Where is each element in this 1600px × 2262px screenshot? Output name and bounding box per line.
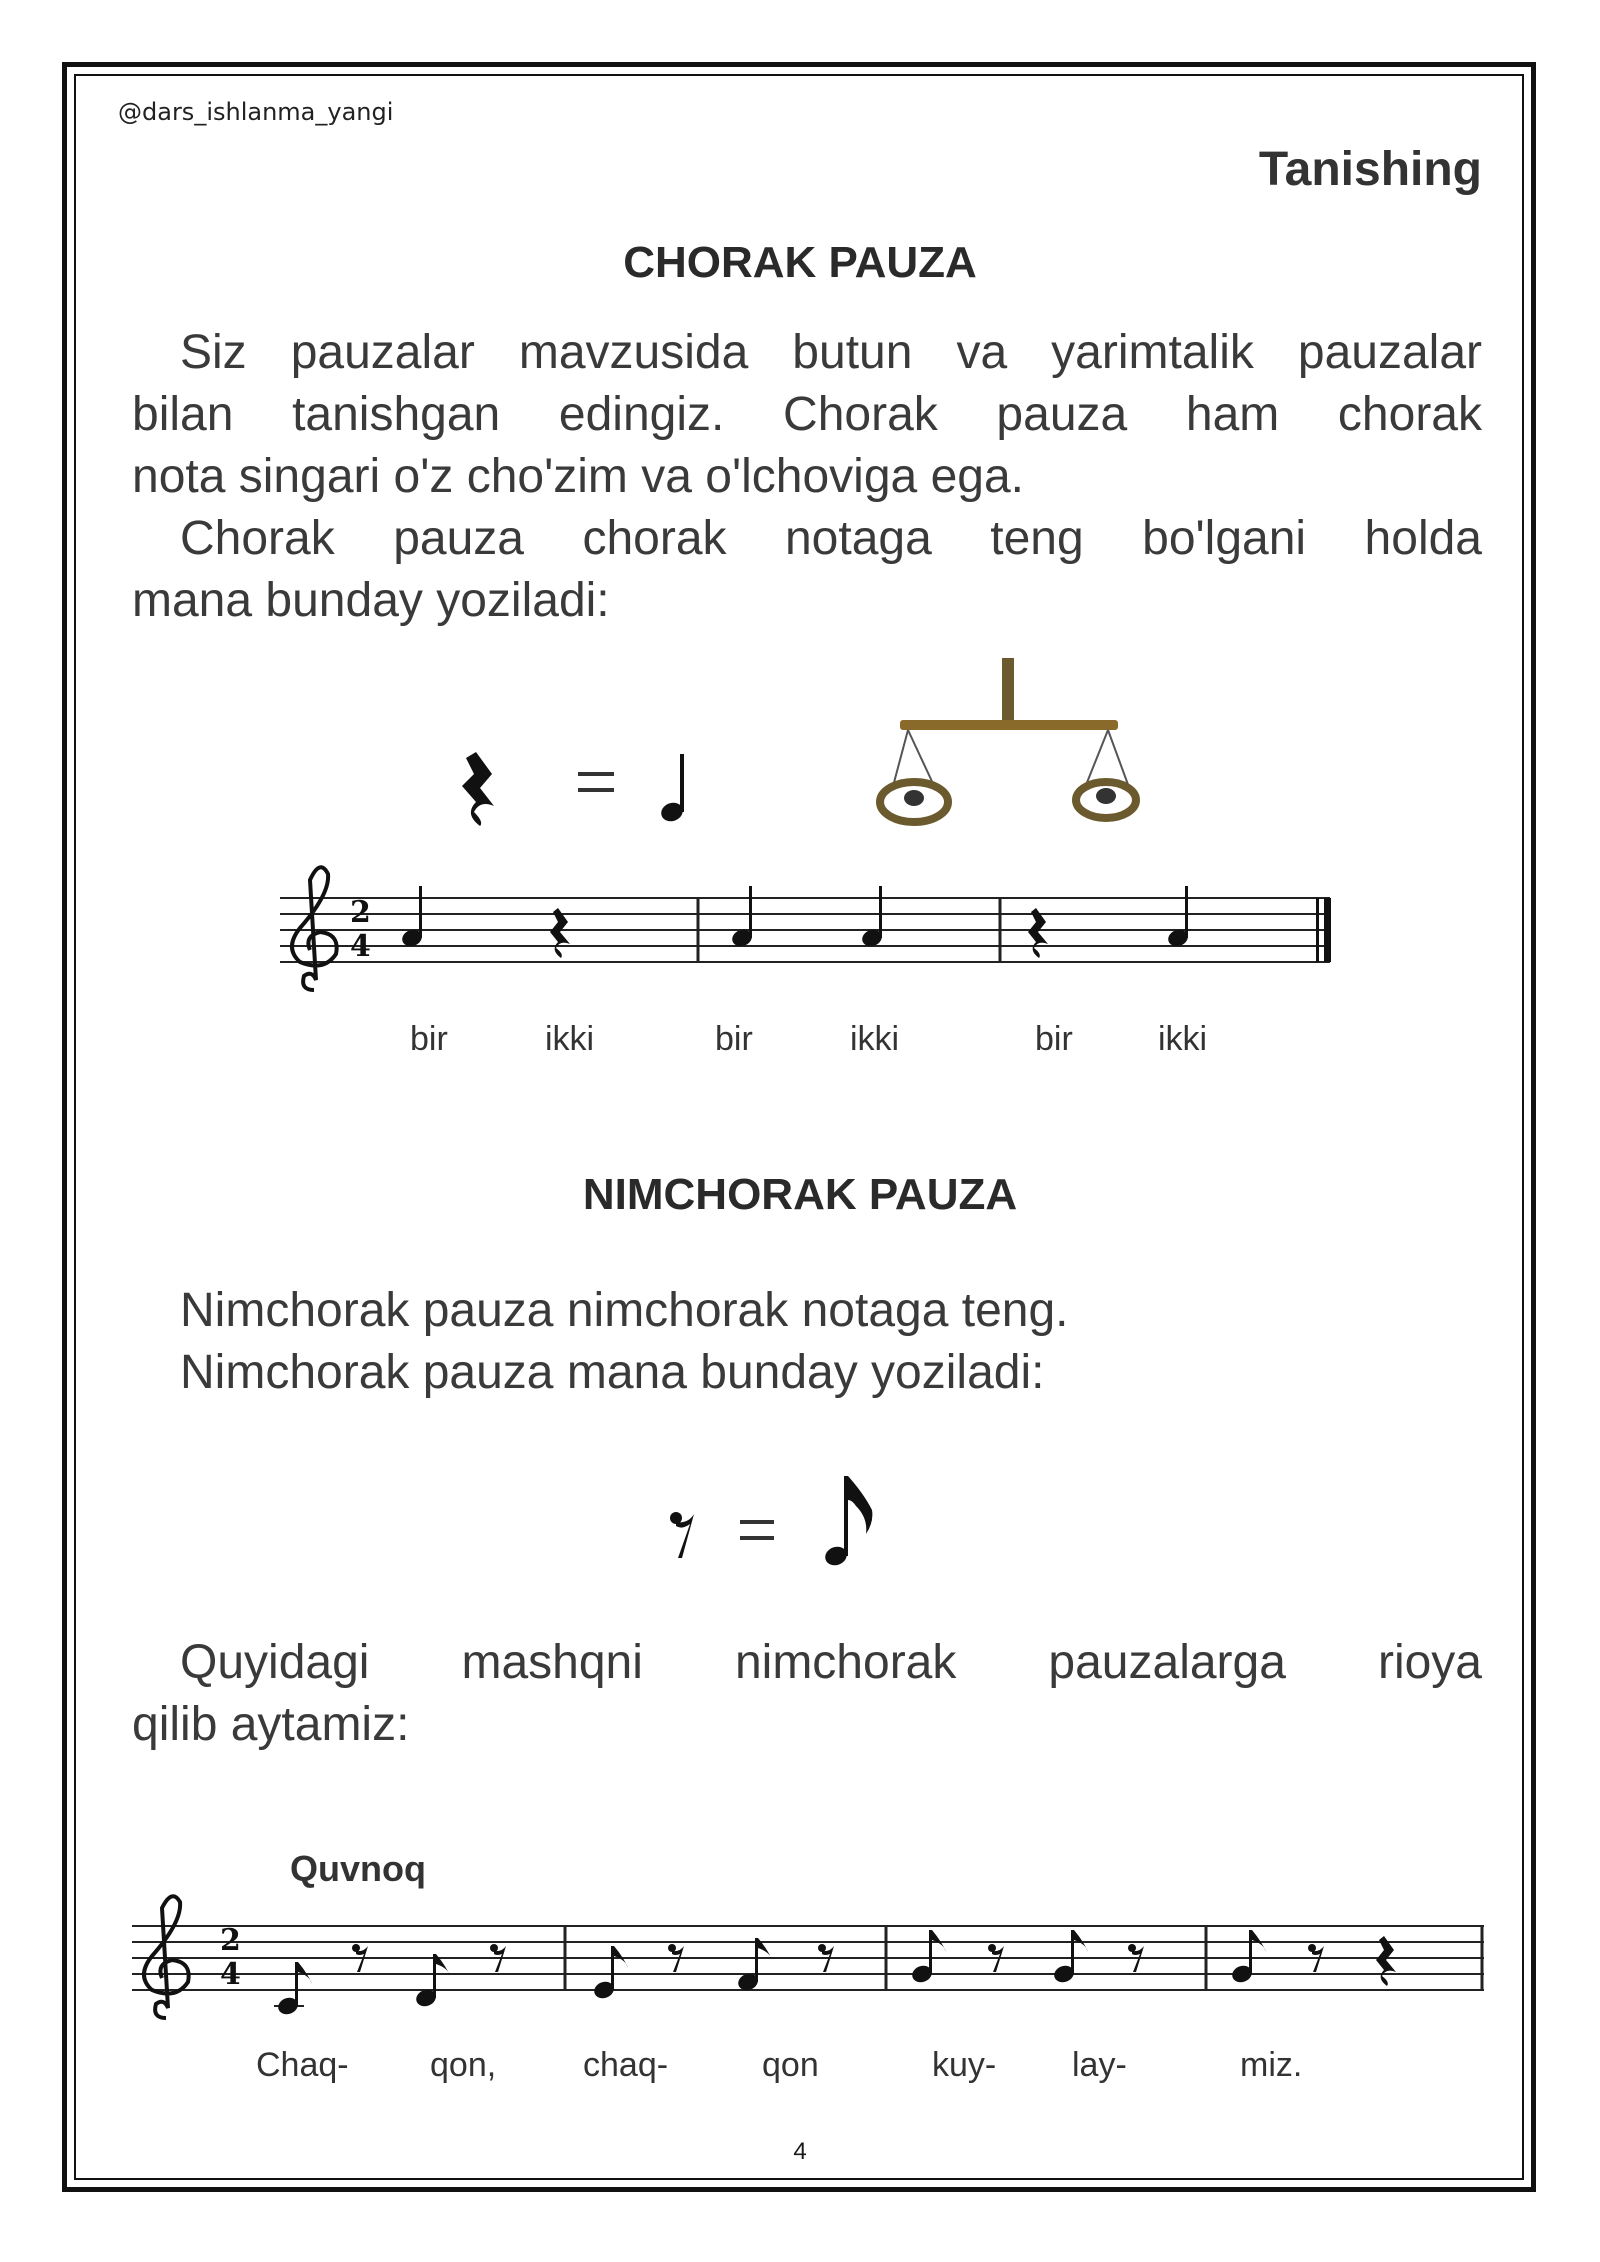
- lyric-syllable: lay-: [1072, 2046, 1127, 2084]
- count-label: bir: [715, 1020, 753, 1058]
- eighth-note-icon: [414, 1954, 450, 2009]
- paragraph-line: qilib aytamiz:: [132, 1698, 410, 1751]
- time-signature: [220, 1923, 241, 1992]
- paragraph-line: mana bunday yoziladi:: [132, 574, 610, 627]
- paragraph-line: bilan tanishgan edingiz. Chorak pauza ham chorak: [132, 388, 1482, 441]
- lyric-syllable: kuy-: [932, 2046, 997, 2084]
- lyric-syllable: chaq-: [583, 2046, 669, 2084]
- quarter-note-icon: [730, 886, 754, 949]
- section1-title: CHORAK PAUZA: [623, 238, 977, 287]
- staff-lines: [280, 898, 1330, 962]
- watermark: @dars_ishlanma_yangi: [118, 98, 394, 126]
- count-label: ikki: [545, 1020, 595, 1058]
- time-signature: [350, 895, 371, 964]
- count-label: ikki: [850, 1020, 900, 1058]
- exercise-paragraph: [132, 1632, 1482, 1756]
- quarter-note-icon: [659, 754, 686, 824]
- staff-example-2: [128, 1890, 1488, 2050]
- paragraph-line: Chorak pauza chorak notaga teng bo'lgani holda: [180, 512, 1482, 565]
- eighth-rest-equality: [660, 1460, 890, 1580]
- paragraph-line: Siz pauzalar mavzusida butun va yarimtalik pauzalar: [180, 326, 1482, 379]
- staff-lines: [132, 1926, 1484, 1990]
- quarter-note-icon: [400, 886, 424, 949]
- treble-clef-icon: [292, 867, 337, 990]
- quarter-rest-equality: [440, 730, 700, 840]
- time-signature-top: 2: [350, 895, 371, 930]
- paragraph-line: Nimchorak pauza mana bunday yoziladi:: [180, 1346, 1045, 1399]
- page-number: 4: [793, 2138, 807, 2165]
- eighth-note-icon: [736, 1938, 772, 1993]
- equals-icon: [578, 772, 614, 792]
- quarter-rest-icon: [1028, 908, 1048, 958]
- staff-example-1: [270, 850, 1340, 1010]
- section2-paragraph: [180, 1280, 1330, 1404]
- count-label: ikki: [1158, 1020, 1208, 1058]
- paragraph-line: Nimchorak pauza nimchorak notaga teng.: [180, 1284, 1069, 1337]
- lyric-syllable: miz.: [1240, 2046, 1303, 2084]
- count-label: bir: [1035, 1020, 1073, 1058]
- section2-title: NIMCHORAK PAUZA: [582, 1170, 1018, 1219]
- count-label: bir: [410, 1020, 448, 1058]
- eighth-note-icon: [823, 1476, 873, 1568]
- paragraph-line: Quyidagi mashqni nimchorak pauzalarga rioya: [180, 1636, 1482, 1689]
- section1-paragraph: [132, 322, 1482, 632]
- song-title: Quvnoq: [290, 1848, 426, 1889]
- time-signature-bottom: 4: [220, 1957, 241, 1992]
- quarter-note-icon: [860, 886, 884, 949]
- quarter-rest-icon: [550, 908, 570, 958]
- time-signature-bottom: 4: [350, 929, 371, 964]
- quarter-rest-icon: [1376, 1936, 1396, 1986]
- lyric-syllable: qon,: [430, 2046, 497, 2084]
- lyric-syllable: qon: [762, 2046, 819, 2084]
- quarter-note-icon: [1166, 886, 1190, 949]
- lyric-syllable: Chaq-: [256, 2046, 349, 2084]
- equals-icon: [740, 1520, 774, 1540]
- quarter-rest-icon: [462, 752, 494, 826]
- section-label: Tanishing: [1258, 143, 1482, 196]
- paragraph-line: nota singari o'z cho'zim va o'lchoviga ega.: [132, 450, 1024, 503]
- eighth-rest-icon: [670, 1512, 694, 1558]
- time-signature-top: 2: [220, 1923, 241, 1958]
- balance-scale-icon: [860, 650, 1140, 840]
